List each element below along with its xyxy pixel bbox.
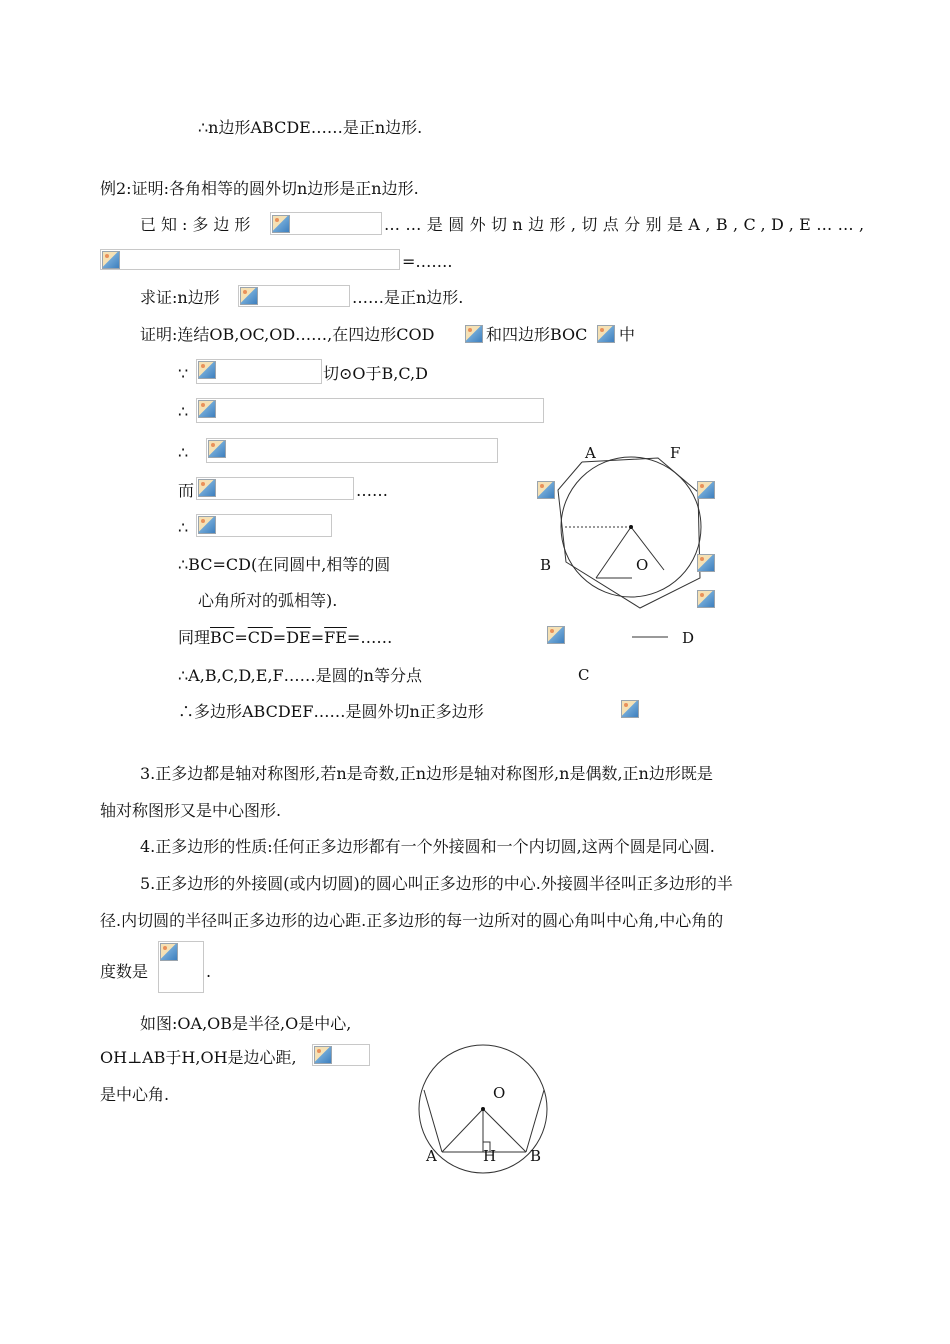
formula-image — [196, 359, 322, 384]
broken-image-icon — [697, 554, 715, 572]
broken-image-icon — [621, 700, 639, 718]
arc-fe: $\overline{FE}$ — [324, 628, 347, 647]
formula-image — [312, 1044, 370, 1066]
radius-oa — [442, 1109, 483, 1152]
center-point — [629, 525, 633, 529]
tangent-text: 切⊙O于B,C,D — [323, 364, 428, 383]
given-cont: =……. — [402, 252, 453, 271]
point-5-line2: 径.内切圆的半径叫正多边形的边心距.正多边形的每一边所对的圆心角叫中心角,中心角的 — [100, 911, 724, 930]
similarly-line: 同理$\overline{BC}=\overline{CD}=\overline{DE}=\overline{FE}=\dots\dots$ — [178, 628, 393, 647]
label-h: H — [483, 1147, 497, 1165]
label-o: O — [493, 1084, 506, 1102]
label-d: D — [682, 629, 695, 647]
ellipsis: …… — [356, 481, 388, 500]
example-2-title: 例2:证明:各角相等的圆外切n边形是正n边形. — [100, 179, 419, 198]
similarly-label: 同理 — [178, 628, 211, 647]
proof-start: 证明:连结OB,OC,OD……,在四边形COD — [140, 325, 435, 344]
proof-and: 和四边形BOC — [486, 325, 588, 344]
division-points: ∴A,B,C,D,E,F……是圆的n等分点 — [178, 666, 422, 685]
formula-image — [100, 249, 400, 270]
broken-image-icon — [272, 215, 290, 233]
similarly-tail: =…… — [346, 628, 393, 647]
tangent-right — [526, 1090, 544, 1152]
formula-image — [206, 438, 498, 463]
broken-image-icon — [537, 481, 555, 499]
broken-image-icon — [697, 590, 715, 608]
point-5-line3: 度数是 — [100, 962, 149, 981]
radius-ob — [483, 1109, 526, 1152]
proof-mid: 中 — [619, 325, 636, 344]
polygon-conclusion: ∴多边形ABCDEF……是圆外切n正多边形 — [178, 702, 484, 721]
point-5-line1: 5.正多边形的外接圆(或内切圆)的圆心叫正多边形的中心.外接圆半径叫正多边形的半 — [140, 874, 733, 893]
prove-text: ……是正n边形. — [352, 288, 464, 307]
formula-image — [196, 514, 332, 537]
broken-image-icon — [198, 400, 216, 418]
point-4: 4.正多边形的性质:任何正多边形都有一个外接圆和一个内切圆,这两个圆是同心圆. — [140, 837, 715, 856]
label-a: A — [426, 1147, 437, 1165]
figure2-text3: 是中心角. — [100, 1085, 170, 1104]
formula-image — [270, 212, 382, 235]
figure-central-angle — [410, 1040, 560, 1180]
arc-bc: $\overline{BC}$ — [210, 628, 235, 647]
label-b: B — [530, 1147, 542, 1165]
figure2-text2: OH⊥AB于H,OH是边心距, — [100, 1048, 297, 1067]
therefore-symbol: ∴ — [178, 402, 189, 421]
point-5-period: . — [206, 962, 212, 981]
broken-image-icon — [697, 481, 715, 499]
therefore-symbol: ∴ — [178, 518, 189, 537]
broken-image-icon — [198, 361, 216, 379]
broken-image-icon — [198, 516, 216, 534]
arc-equality: ∴BC=CD(在同圆中,相等的圆 — [178, 555, 391, 574]
formula-image — [158, 941, 204, 993]
arc-de: $\overline{DE}$ — [286, 628, 311, 647]
broken-image-icon — [240, 287, 258, 305]
given-label: 已知:多边形 — [140, 215, 256, 234]
therefore-symbol: ∴ — [178, 443, 189, 462]
broken-image-icon — [597, 325, 615, 343]
prove-label: 求证:n边形 — [140, 288, 220, 307]
label-a: A — [585, 444, 596, 462]
center-point — [481, 1107, 485, 1111]
line-conclusion: ∴n边形ABCDE……是正n边形. — [198, 118, 423, 137]
broken-image-icon — [102, 251, 120, 269]
arc-cd: $\overline{CD}$ — [247, 628, 273, 647]
broken-image-icon — [314, 1046, 332, 1064]
and-symbol: 而 — [178, 481, 195, 500]
broken-image-icon — [547, 626, 565, 644]
label-b: B — [540, 556, 552, 574]
given-text: ……是圆外切n边形,切点分别是A,B,C,D,E……, — [384, 215, 870, 234]
broken-image-icon — [465, 325, 483, 343]
broken-image-icon — [208, 440, 226, 458]
radius-oc — [596, 527, 631, 578]
point-3-line1: 3.正多边都是轴对称图形,若n是奇数,正n边形是轴对称图形,n是偶数,正n边形既是 — [140, 764, 713, 783]
figure2-text1: 如图:OA,OB是半径,O是中心, — [140, 1014, 352, 1033]
broken-image-icon — [160, 943, 178, 961]
label-c: C — [578, 666, 590, 684]
tangent-left — [424, 1090, 442, 1152]
because-symbol: ∵ — [178, 364, 189, 383]
point-3-line2: 轴对称图形又是中心图形. — [100, 801, 282, 820]
formula-image — [196, 477, 354, 500]
label-f: F — [670, 444, 681, 462]
broken-image-icon — [198, 479, 216, 497]
formula-image — [238, 285, 350, 307]
arc-equality-cont: 心角所对的弧相等). — [198, 591, 338, 610]
label-o: O — [636, 556, 649, 574]
formula-image — [196, 398, 544, 423]
